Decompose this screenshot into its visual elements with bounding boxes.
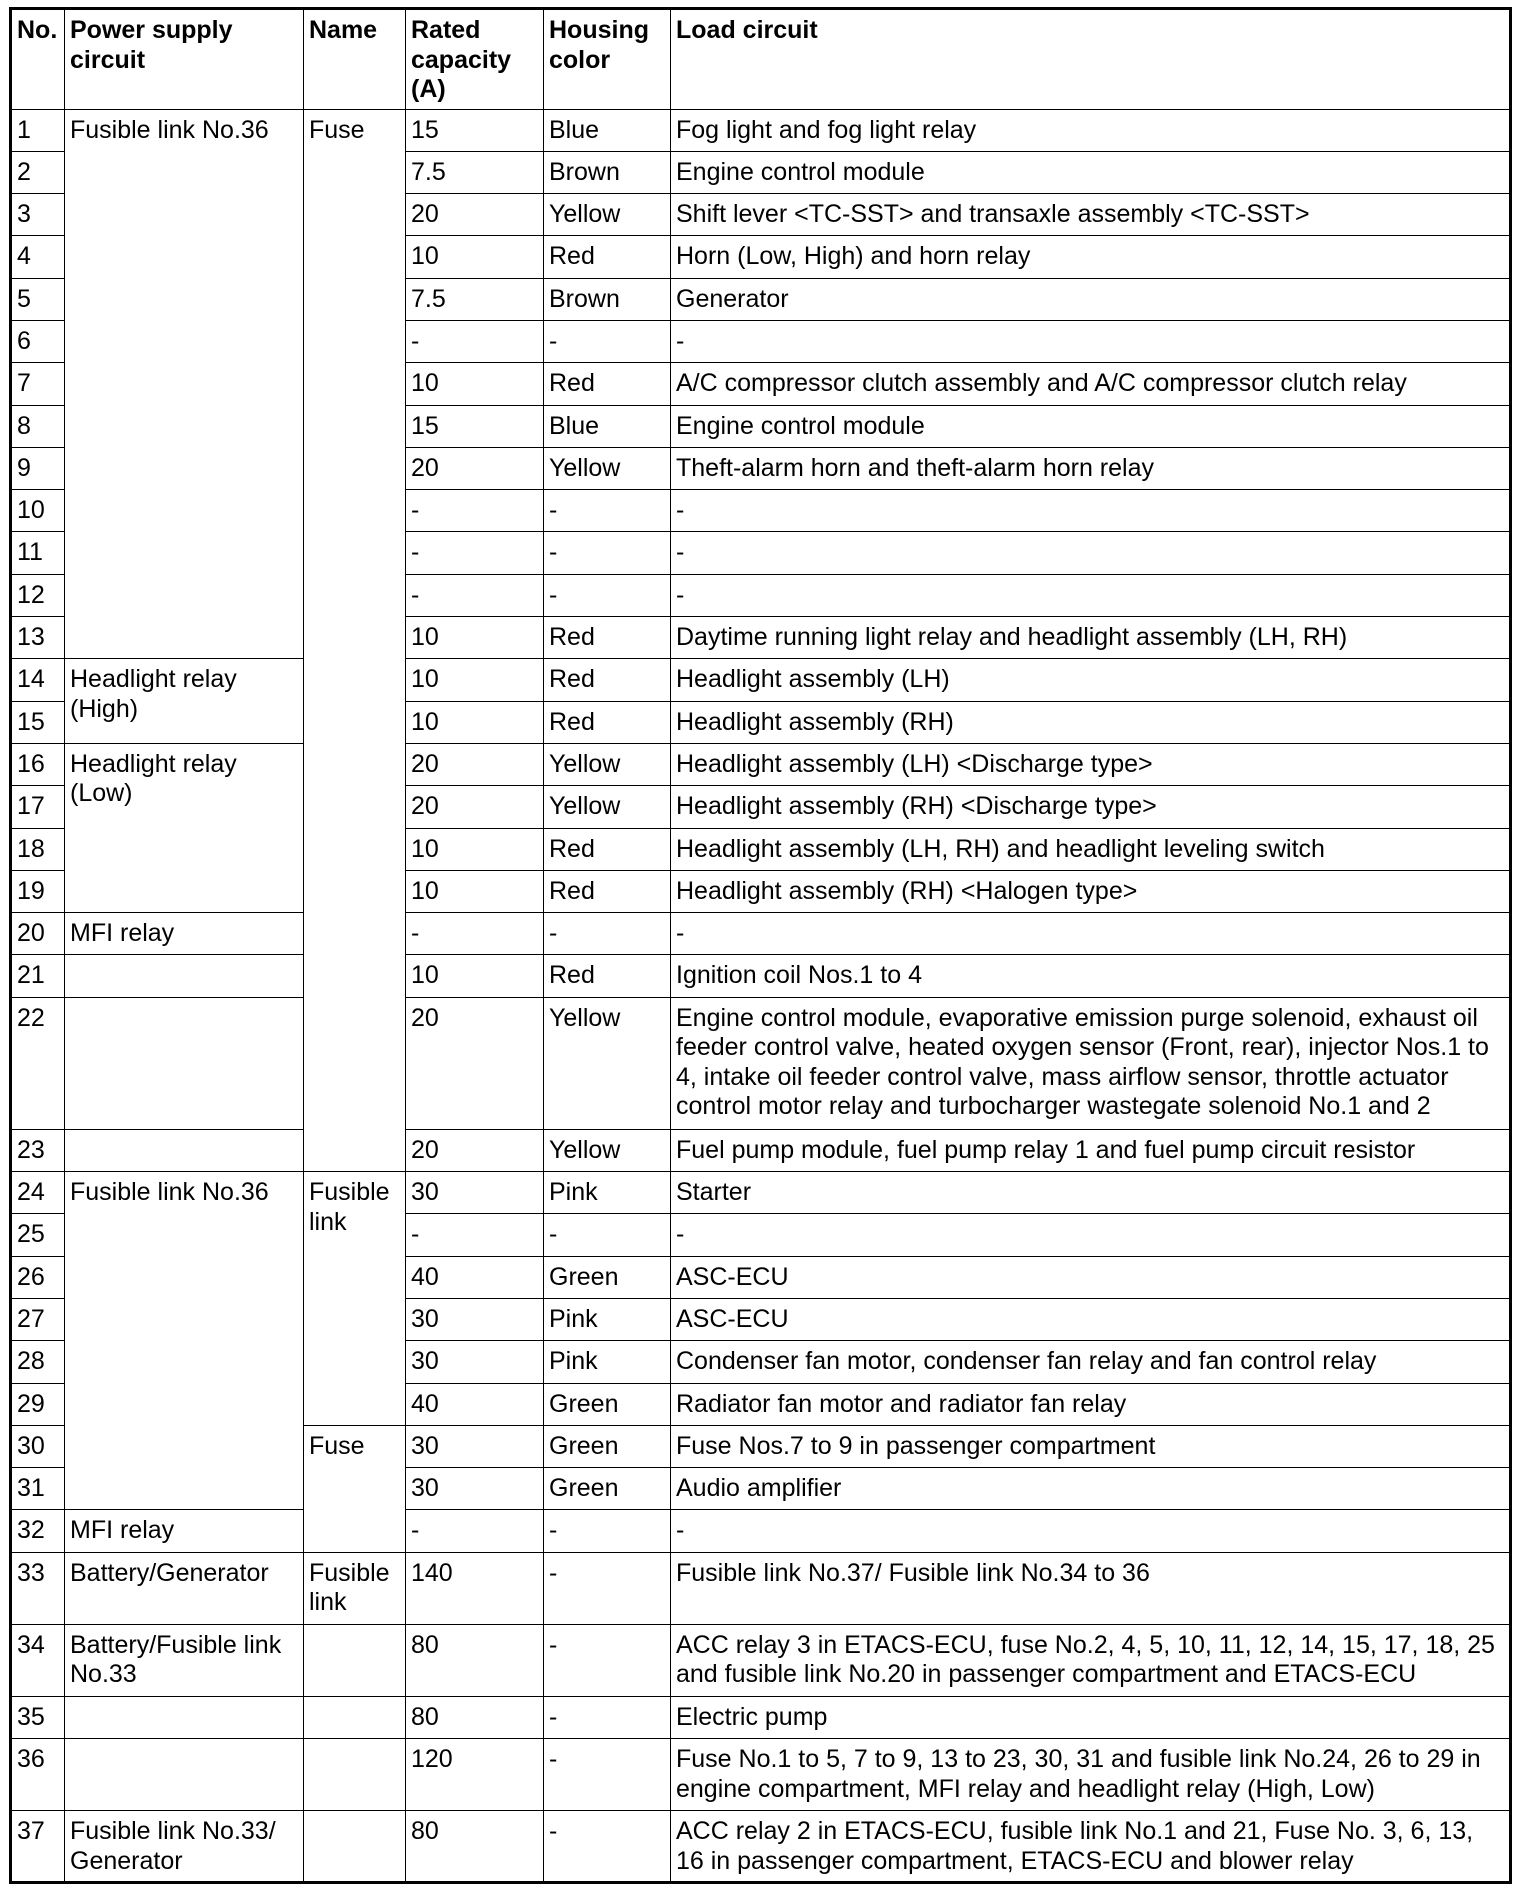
- cell-housing-color: Red: [544, 617, 671, 659]
- cell-housing-color: Red: [544, 659, 671, 701]
- cell-no: 1: [11, 109, 65, 151]
- cell-rated-capacity: 20: [406, 1129, 544, 1171]
- cell-housing-color: -: [544, 320, 671, 362]
- cell-no: 30: [11, 1425, 65, 1467]
- cell-rated-capacity: 20: [406, 194, 544, 236]
- cell-no: 28: [11, 1341, 65, 1383]
- cell-name: Fusible link: [304, 1552, 406, 1624]
- cell-housing-color: Brown: [544, 151, 671, 193]
- cell-load-circuit: Generator: [671, 278, 1511, 320]
- cell-housing-color: Green: [544, 1383, 671, 1425]
- cell-rated-capacity: 20: [406, 786, 544, 828]
- cell-power-supply-circuit: Fusible link No.36: [65, 1172, 304, 1510]
- cell-housing-color: Red: [544, 701, 671, 743]
- cell-rated-capacity: 80: [406, 1624, 544, 1696]
- cell-no: 21: [11, 955, 65, 997]
- cell-housing-color: -: [544, 1214, 671, 1256]
- cell-load-circuit: Daytime running light relay and headlight assembly (LH, RH): [671, 617, 1511, 659]
- cell-power-supply-circuit: Battery/Generator: [65, 1552, 304, 1624]
- cell-power-supply-circuit: Fusible link No.36: [65, 109, 304, 659]
- table-row: [11, 997, 1511, 1129]
- header-row: [11, 9, 1511, 110]
- cell-load-circuit: A/C compressor clutch assembly and A/C compressor clutch relay: [671, 363, 1511, 405]
- table-row: [11, 1552, 1511, 1624]
- cell-power-supply-circuit: [65, 1129, 304, 1171]
- cell-rated-capacity: 10: [406, 617, 544, 659]
- cell-name: [304, 1739, 406, 1811]
- cell-rated-capacity: -: [406, 532, 544, 574]
- cell-housing-color: Pink: [544, 1341, 671, 1383]
- table-row: [11, 1510, 1511, 1552]
- cell-load-circuit: ASC-ECU: [671, 1298, 1511, 1340]
- cell-name: Fuse: [304, 1425, 406, 1552]
- cell-housing-color: Blue: [544, 109, 671, 151]
- cell-load-circuit: Ignition coil Nos.1 to 4: [671, 955, 1511, 997]
- table-row: [11, 1624, 1511, 1696]
- cell-housing-color: Red: [544, 236, 671, 278]
- cell-rated-capacity: 10: [406, 870, 544, 912]
- cell-rated-capacity: 20: [406, 743, 544, 785]
- cell-load-circuit: Headlight assembly (RH) <Discharge type>: [671, 786, 1511, 828]
- cell-rated-capacity: 15: [406, 405, 544, 447]
- cell-rated-capacity: 10: [406, 659, 544, 701]
- cell-no: 13: [11, 617, 65, 659]
- header-load-circuit: Load circuit: [671, 9, 1511, 110]
- cell-rated-capacity: -: [406, 320, 544, 362]
- table-row: [11, 913, 1511, 955]
- cell-power-supply-circuit: Headlight relay (High): [65, 659, 304, 744]
- cell-power-supply-circuit: [65, 997, 304, 1129]
- cell-load-circuit: -: [671, 574, 1511, 616]
- cell-name: [304, 1624, 406, 1696]
- table-row: [11, 955, 1511, 997]
- cell-no: 12: [11, 574, 65, 616]
- cell-power-supply-circuit: MFI relay: [65, 913, 304, 955]
- cell-no: 10: [11, 490, 65, 532]
- cell-housing-color: -: [544, 1811, 671, 1883]
- cell-power-supply-circuit: [65, 955, 304, 997]
- cell-no: 5: [11, 278, 65, 320]
- cell-housing-color: -: [544, 1510, 671, 1552]
- cell-rated-capacity: 10: [406, 363, 544, 405]
- cell-rated-capacity: 80: [406, 1696, 544, 1738]
- cell-no: 14: [11, 659, 65, 701]
- cell-housing-color: Yellow: [544, 1129, 671, 1171]
- cell-rated-capacity: 140: [406, 1552, 544, 1624]
- table-row: [11, 109, 1511, 151]
- cell-rated-capacity: 80: [406, 1811, 544, 1883]
- cell-no: 3: [11, 194, 65, 236]
- cell-no: 16: [11, 743, 65, 785]
- cell-load-circuit: Radiator fan motor and radiator fan relay: [671, 1383, 1511, 1425]
- cell-no: 4: [11, 236, 65, 278]
- cell-no: 8: [11, 405, 65, 447]
- cell-rated-capacity: 30: [406, 1298, 544, 1340]
- cell-housing-color: -: [544, 532, 671, 574]
- fuse-spec-table: [9, 7, 1512, 1884]
- cell-name: Fusible link: [304, 1172, 406, 1426]
- cell-load-circuit: Fog light and fog light relay: [671, 109, 1511, 151]
- cell-no: 32: [11, 1510, 65, 1552]
- cell-housing-color: Green: [544, 1425, 671, 1467]
- cell-housing-color: Brown: [544, 278, 671, 320]
- cell-rated-capacity: -: [406, 1214, 544, 1256]
- cell-housing-color: Yellow: [544, 786, 671, 828]
- cell-no: 15: [11, 701, 65, 743]
- cell-power-supply-circuit: Battery/Fusible link No.33: [65, 1624, 304, 1696]
- header-housing-color: Housing color: [544, 9, 671, 110]
- cell-housing-color: Yellow: [544, 447, 671, 489]
- cell-no: 19: [11, 870, 65, 912]
- cell-rated-capacity: 10: [406, 828, 544, 870]
- cell-rated-capacity: 40: [406, 1383, 544, 1425]
- cell-power-supply-circuit: Fusible link No.33/ Generator: [65, 1811, 304, 1883]
- table-row: [11, 1696, 1511, 1738]
- cell-no: 7: [11, 363, 65, 405]
- cell-load-circuit: -: [671, 913, 1511, 955]
- cell-rated-capacity: 7.5: [406, 278, 544, 320]
- table-row: [11, 743, 1511, 785]
- cell-load-circuit: -: [671, 1214, 1511, 1256]
- cell-load-circuit: Headlight assembly (LH, RH) and headlight leveling switch: [671, 828, 1511, 870]
- cell-power-supply-circuit: [65, 1696, 304, 1738]
- cell-name: [304, 1811, 406, 1883]
- cell-housing-color: -: [544, 1696, 671, 1738]
- cell-housing-color: -: [544, 913, 671, 955]
- cell-no: 18: [11, 828, 65, 870]
- cell-load-circuit: Theft-alarm horn and theft-alarm horn relay: [671, 447, 1511, 489]
- cell-no: 17: [11, 786, 65, 828]
- cell-no: 27: [11, 1298, 65, 1340]
- cell-housing-color: -: [544, 490, 671, 532]
- cell-rated-capacity: 7.5: [406, 151, 544, 193]
- header-no: No.: [11, 9, 65, 110]
- cell-housing-color: Yellow: [544, 997, 671, 1129]
- cell-housing-color: Green: [544, 1256, 671, 1298]
- cell-load-circuit: ASC-ECU: [671, 1256, 1511, 1298]
- cell-rated-capacity: 20: [406, 997, 544, 1129]
- cell-housing-color: Pink: [544, 1172, 671, 1214]
- cell-rated-capacity: 30: [406, 1425, 544, 1467]
- header-name: Name: [304, 9, 406, 110]
- cell-load-circuit: Fusible link No.37/ Fusible link No.34 to 36: [671, 1552, 1511, 1624]
- cell-load-circuit: Electric pump: [671, 1696, 1511, 1738]
- cell-load-circuit: -: [671, 532, 1511, 574]
- cell-load-circuit: Horn (Low, High) and horn relay: [671, 236, 1511, 278]
- cell-load-circuit: Condenser fan motor, condenser fan relay and fan control relay: [671, 1341, 1511, 1383]
- cell-no: 9: [11, 447, 65, 489]
- cell-rated-capacity: 30: [406, 1341, 544, 1383]
- cell-rated-capacity: -: [406, 574, 544, 616]
- table-row: [11, 1811, 1511, 1883]
- cell-load-circuit: Engine control module, evaporative emission purge solenoid, exhaust oil feeder control valve, heated oxygen sensor (Front, rear), injector Nos.1 to 4, intake oil feeder control valve, mass airflow sensor, throttle actuator control motor relay and turbocharger wastegate solenoid No.1 and 2: [671, 997, 1511, 1129]
- cell-housing-color: Green: [544, 1468, 671, 1510]
- cell-load-circuit: Headlight assembly (RH) <Halogen type>: [671, 870, 1511, 912]
- table-row: [11, 1739, 1511, 1811]
- table-row: [11, 659, 1511, 701]
- cell-no: 25: [11, 1214, 65, 1256]
- table-body: [11, 109, 1511, 1883]
- cell-load-circuit: Engine control module: [671, 151, 1511, 193]
- cell-rated-capacity: 10: [406, 236, 544, 278]
- cell-load-circuit: Starter: [671, 1172, 1511, 1214]
- cell-load-circuit: ACC relay 3 in ETACS-ECU, fuse No.2, 4, 5, 10, 11, 12, 14, 15, 17, 18, 25 and fusible link No.20 in passenger compartment and ETACS-ECU: [671, 1624, 1511, 1696]
- cell-power-supply-circuit: MFI relay: [65, 1510, 304, 1552]
- cell-load-circuit: Headlight assembly (LH): [671, 659, 1511, 701]
- cell-power-supply-circuit: Headlight relay (Low): [65, 743, 304, 912]
- cell-load-circuit: -: [671, 490, 1511, 532]
- header-rated-capacity: Rated capacity (A): [406, 9, 544, 110]
- cell-no: 23: [11, 1129, 65, 1171]
- cell-housing-color: Pink: [544, 1298, 671, 1340]
- cell-no: 35: [11, 1696, 65, 1738]
- cell-housing-color: -: [544, 1739, 671, 1811]
- cell-no: 11: [11, 532, 65, 574]
- cell-rated-capacity: -: [406, 913, 544, 955]
- cell-load-circuit: -: [671, 1510, 1511, 1552]
- cell-no: 29: [11, 1383, 65, 1425]
- cell-no: 36: [11, 1739, 65, 1811]
- table-row: [11, 1129, 1511, 1171]
- cell-no: 31: [11, 1468, 65, 1510]
- cell-housing-color: -: [544, 1552, 671, 1624]
- cell-rated-capacity: 40: [406, 1256, 544, 1298]
- cell-housing-color: Red: [544, 955, 671, 997]
- cell-housing-color: Red: [544, 870, 671, 912]
- cell-name: Fuse: [304, 109, 406, 1172]
- cell-no: 2: [11, 151, 65, 193]
- cell-load-circuit: Shift lever <TC-SST> and transaxle assembly <TC-SST>: [671, 194, 1511, 236]
- cell-rated-capacity: 120: [406, 1739, 544, 1811]
- cell-rated-capacity: 10: [406, 955, 544, 997]
- cell-load-circuit: ACC relay 2 in ETACS-ECU, fusible link No.1 and 21, Fuse No. 3, 6, 13, 16 in passenger compartment, ETACS-ECU and blower relay: [671, 1811, 1511, 1883]
- cell-load-circuit: Headlight assembly (RH): [671, 701, 1511, 743]
- cell-rated-capacity: 15: [406, 109, 544, 151]
- cell-housing-color: -: [544, 574, 671, 616]
- cell-rated-capacity: 20: [406, 447, 544, 489]
- cell-housing-color: Red: [544, 828, 671, 870]
- cell-no: 6: [11, 320, 65, 362]
- cell-rated-capacity: 30: [406, 1172, 544, 1214]
- cell-no: 24: [11, 1172, 65, 1214]
- cell-load-circuit: Audio amplifier: [671, 1468, 1511, 1510]
- cell-load-circuit: Headlight assembly (LH) <Discharge type>: [671, 743, 1511, 785]
- table-row: [11, 1172, 1511, 1214]
- header-power-supply-circuit: Power supply circuit: [65, 9, 304, 110]
- cell-load-circuit: Fuse Nos.7 to 9 in passenger compartment: [671, 1425, 1511, 1467]
- cell-housing-color: Yellow: [544, 743, 671, 785]
- cell-rated-capacity: -: [406, 1510, 544, 1552]
- cell-rated-capacity: -: [406, 490, 544, 532]
- cell-load-circuit: Fuel pump module, fuel pump relay 1 and fuel pump circuit resistor: [671, 1129, 1511, 1171]
- cell-load-circuit: -: [671, 320, 1511, 362]
- cell-no: 26: [11, 1256, 65, 1298]
- cell-load-circuit: Engine control module: [671, 405, 1511, 447]
- cell-no: 37: [11, 1811, 65, 1883]
- cell-power-supply-circuit: [65, 1739, 304, 1811]
- cell-rated-capacity: 10: [406, 701, 544, 743]
- cell-rated-capacity: 30: [406, 1468, 544, 1510]
- cell-name: [304, 1696, 406, 1738]
- cell-load-circuit: Fuse No.1 to 5, 7 to 9, 13 to 23, 30, 31 and fusible link No.24, 26 to 29 in engine compartment, MFI relay and headlight relay (High, Low): [671, 1739, 1511, 1811]
- cell-no: 20: [11, 913, 65, 955]
- cell-no: 33: [11, 1552, 65, 1624]
- cell-no: 34: [11, 1624, 65, 1696]
- cell-housing-color: Red: [544, 363, 671, 405]
- cell-housing-color: Yellow: [544, 194, 671, 236]
- cell-housing-color: -: [544, 1624, 671, 1696]
- cell-no: 22: [11, 997, 65, 1129]
- cell-housing-color: Blue: [544, 405, 671, 447]
